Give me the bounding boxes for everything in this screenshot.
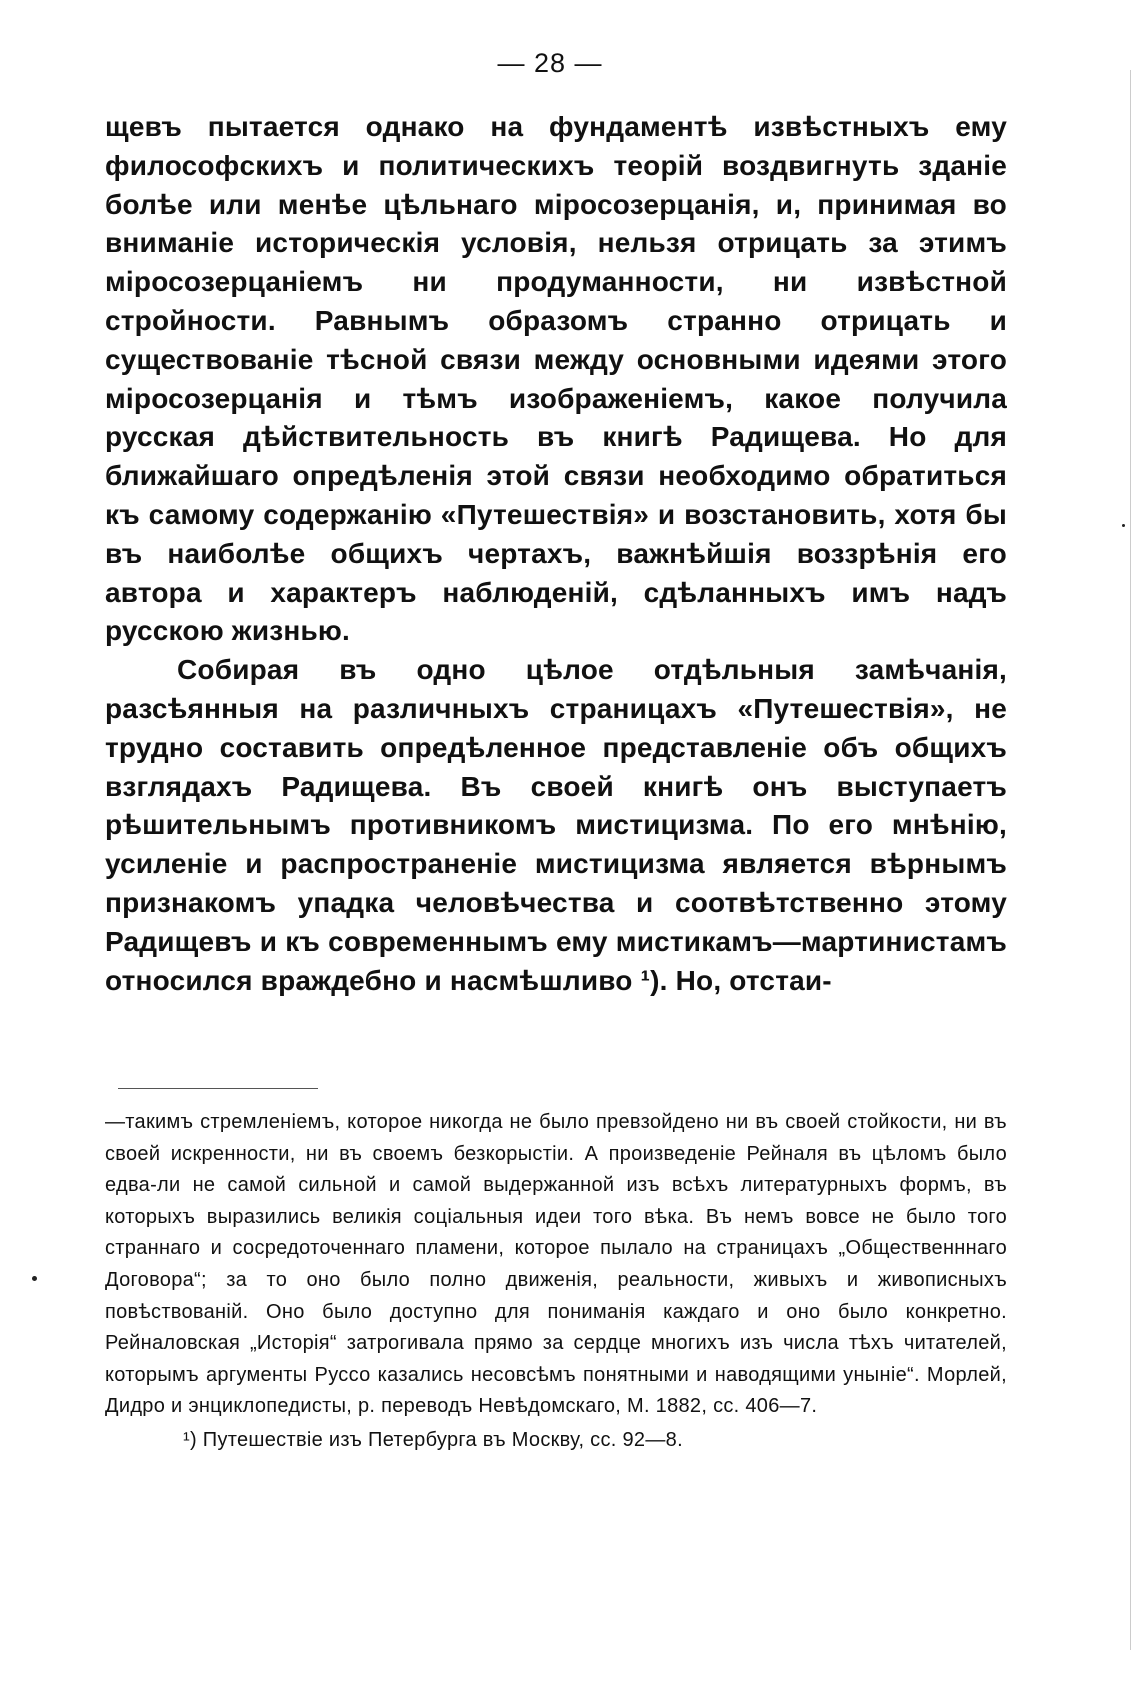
footnote-separator-line [118, 1088, 318, 1089]
footnote-1 [105, 1425, 1007, 1457]
paragraph-2-text: Собирая въ одно цѣлое отдѣльныя замѣчанія, разсѣянныя на различныхъ страницахъ «Путешествія», не трудно составить опредѣленное представленіе объ общихъ взглядахъ Радищева. Въ своей книгѣ онъ выступаетъ рѣшительнымъ противникомъ мистицизма. По его мнѣнію, усиленіе и распространеніе мистицизма является вѣрнымъ признакомъ упадка человѣчества и соотвѣтственно этому Радищевъ и къ современнымъ ему мистикамъ—мартинистамъ относился враждебно и насмѣшливо [105, 654, 1007, 996]
paragraph-2-ending: . Но, отстаи- [659, 964, 832, 996]
footnote-reference-1: ¹) [640, 964, 660, 996]
paragraph-2 [105, 651, 1007, 1000]
paragraph-1: щевъ пытается однако на фундаментѣ извѣстныхъ ему философскихъ и политическихъ теорій воздвигнуть зданіе болѣе или менѣе цѣльнаго міросозерцанія, и, принимая во вниманіе историческія условія, нельзя отрицать за этимъ міросозерцаніемъ ни продуманности, ни извѣстной стройности. Равнымъ образомъ странно отрицать и существованіе тѣсной связи между основными идеями этого міросозерцанія и тѣмъ изображеніемъ, какое получила русская дѣйствительность въ книгѣ Радищева. Но для ближайшаго опредѣленія этой связи необходимо обратиться къ самому содержанію «Путешествія» и возстановить, хотя бы въ наиболѣе общихъ чертахъ, важнѣйшія воззрѣнія его автора и характеръ наблюденій, сдѣланныхъ имъ надъ русскою жизнью. [105, 111, 1007, 647]
footnote-continued: —такимъ стремленіемъ, которое никогда не было превзойдено ни въ своей стойкости, ни въ своей искренности, ни въ своемъ безкорыстіи. А произведеніе Рейналя въ цѣломъ было едва-ли не самой сильной и самой выдержанной изъ всѣхъ литературныхъ формъ, въ которыхъ выразились великія соціальныя идеи того вѣка. Въ немъ вовсе не было того страннаго и сосредоточеннаго пламени, которое пылало на страницахъ „Общественннаго Договора“; за то оно было полно движенія, реальности, живыхъ и живописныхъ повѣствованій. Оно было доступно для пониманія каждаго и оно было конкретно. Рейналовская „Исторія“ затрогивала прямо за сердце многихъ изъ числа тѣхъ читателей, которымъ аргументы Руссо казались несовсѣмъ понятными и наводящими уныніе“. Морлей, Дидро и энциклопедисты, р. переводъ Невѣдомскаго, М. 1882, сс. 406—7. [105, 1111, 1007, 1418]
scan-speck [1122, 524, 1125, 527]
scan-speck [32, 1276, 37, 1281]
main-text-block [105, 108, 1007, 1000]
footnote-1-marker: ¹) [183, 1428, 197, 1451]
footnote-1-text: Путешествіе изъ Петербурга въ Москву, сс. 92—8. [196, 1428, 683, 1451]
page-edge-line [1130, 70, 1131, 1650]
page-number: — 28 — [497, 48, 603, 78]
footnotes-block [105, 1107, 1007, 1457]
